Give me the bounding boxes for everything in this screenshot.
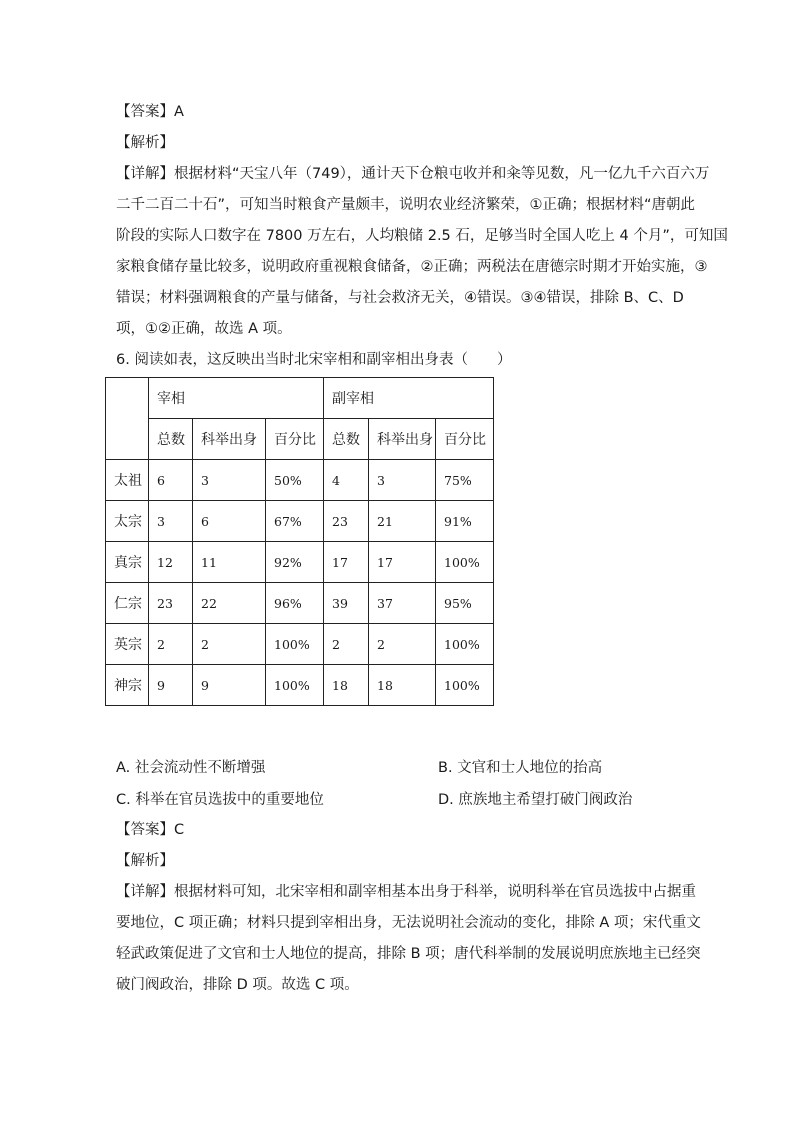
analysis-1: 【解析】 xyxy=(116,135,174,151)
table-cell: 6 xyxy=(193,501,266,542)
table-cell: 11 xyxy=(193,542,266,583)
table-cell: 100% xyxy=(266,624,324,665)
table-cell: 23 xyxy=(324,501,369,542)
option-c[interactable]: C. 科举在官员选拔中的重要地位 xyxy=(116,792,324,808)
table-subheader-row xyxy=(106,419,494,460)
header-chancellor: 宰相 xyxy=(149,378,324,419)
row-label: 英宗 xyxy=(106,624,149,665)
table-cell: 75% xyxy=(436,460,494,501)
option-d[interactable]: D. 庶族地主希望打破门阀政治 xyxy=(438,792,633,808)
table-cell: 96% xyxy=(266,583,324,624)
table-cell: 9 xyxy=(149,665,193,706)
table-cell: 67% xyxy=(266,501,324,542)
chancellor-table xyxy=(105,377,494,706)
row-label: 真宗 xyxy=(106,542,149,583)
subheader-percent: 百分比 xyxy=(266,419,324,460)
subheader-total: 总数 xyxy=(324,419,369,460)
table-cell: 100% xyxy=(436,624,494,665)
table-cell: 95% xyxy=(436,583,494,624)
table-cell: 3 xyxy=(369,460,436,501)
answer-1: 【答案】A xyxy=(116,104,184,120)
row-label: 太宗 xyxy=(106,501,149,542)
table-cell: 17 xyxy=(324,542,369,583)
detail-1-line-4: 家粮食储存量比较多，说明政府重视粮食储备，②正确；两税法在唐德宗时期才开始实施，③ xyxy=(116,259,708,275)
subheader-exam: 科举出身 xyxy=(193,419,266,460)
table-row xyxy=(106,583,494,624)
table-cell: 100% xyxy=(266,665,324,706)
table-cell: 9 xyxy=(193,665,266,706)
detail-1-line-5: 错误；材料强调粮食的产量与储备，与社会救济无关，④错误。③④错误，排除 B、C、D xyxy=(116,290,684,306)
table-cell: 12 xyxy=(149,542,193,583)
question-6: 6. 阅读如表，这反映出当时北宋宰相和副宰相出身表（ ） xyxy=(116,352,512,368)
table-cell: 92% xyxy=(266,542,324,583)
row-label: 神宗 xyxy=(106,665,149,706)
table-cell: 100% xyxy=(436,542,494,583)
answer-2: 【答案】C xyxy=(116,822,185,838)
table-cell: 50% xyxy=(266,460,324,501)
table-row xyxy=(106,501,494,542)
table-cell: 23 xyxy=(149,583,193,624)
subheader-total: 总数 xyxy=(149,419,193,460)
table-cell: 18 xyxy=(324,665,369,706)
header-vice-chancellor: 副宰相 xyxy=(324,378,494,419)
table-cell: 21 xyxy=(369,501,436,542)
option-a[interactable]: A. 社会流动性不断增强 xyxy=(116,760,266,776)
table-cell: 2 xyxy=(149,624,193,665)
table-cell: 37 xyxy=(369,583,436,624)
table-cell: 17 xyxy=(369,542,436,583)
analysis-2: 【解析】 xyxy=(116,853,174,869)
table-cell: 100% xyxy=(436,665,494,706)
table-cell: 39 xyxy=(324,583,369,624)
option-b[interactable]: B. 文官和士人地位的抬高 xyxy=(438,760,603,776)
table-cell: 91% xyxy=(436,501,494,542)
table-row xyxy=(106,460,494,501)
table-cell: 3 xyxy=(149,501,193,542)
detail-2-line-3: 轻武政策促进了文官和士人地位的提高，排除 B 项；唐代科举制的发展说明庶族地主已经突 xyxy=(116,946,701,962)
table-cell: 22 xyxy=(193,583,266,624)
table-row xyxy=(106,542,494,583)
table-cell: 2 xyxy=(369,624,436,665)
detail-2-line-1: 【详解】根据材料可知，北宋宰相和副宰相基本出身于科举，说明科举在官员选拔中占据重 xyxy=(116,884,696,900)
detail-1-line-1: 【详解】根据材料“天宝八年（749），通计天下仓粮屯收并和籴等见数，凡一亿九千六百六万 xyxy=(116,166,710,182)
table-cell: 18 xyxy=(369,665,436,706)
subheader-percent: 百分比 xyxy=(436,419,494,460)
detail-2-line-4: 破门阀政治，排除 D 项。故选 C 项。 xyxy=(116,977,359,993)
table-cell: 2 xyxy=(193,624,266,665)
detail-2-line-2: 要地位，C 项正确；材料只提到宰相出身，无法说明社会流动的变化，排除 A 项；宋代重文 xyxy=(116,915,701,931)
detail-1-line-3: 阶段的实际人口数字在 7800 万左右，人均粮储 2.5 石，足够当时全国人吃上 4 个月”，可知国 xyxy=(116,228,728,244)
table-row xyxy=(106,665,494,706)
detail-1-line-6: 项，①②正确，故选 A 项。 xyxy=(116,321,292,337)
table-cell: 6 xyxy=(149,460,193,501)
table-corner-cell xyxy=(106,378,149,460)
row-label: 仁宗 xyxy=(106,583,149,624)
subheader-exam: 科举出身 xyxy=(369,419,436,460)
table-header-row xyxy=(106,378,494,419)
row-label: 太祖 xyxy=(106,460,149,501)
table-cell: 2 xyxy=(324,624,369,665)
table-cell: 4 xyxy=(324,460,369,501)
table-row xyxy=(106,624,494,665)
table-cell: 3 xyxy=(193,460,266,501)
detail-1-line-2: 二千二百二十石”，可知当时粮食产量颇丰，说明农业经济繁荣，①正确；根据材料“唐朝此 xyxy=(116,197,696,213)
